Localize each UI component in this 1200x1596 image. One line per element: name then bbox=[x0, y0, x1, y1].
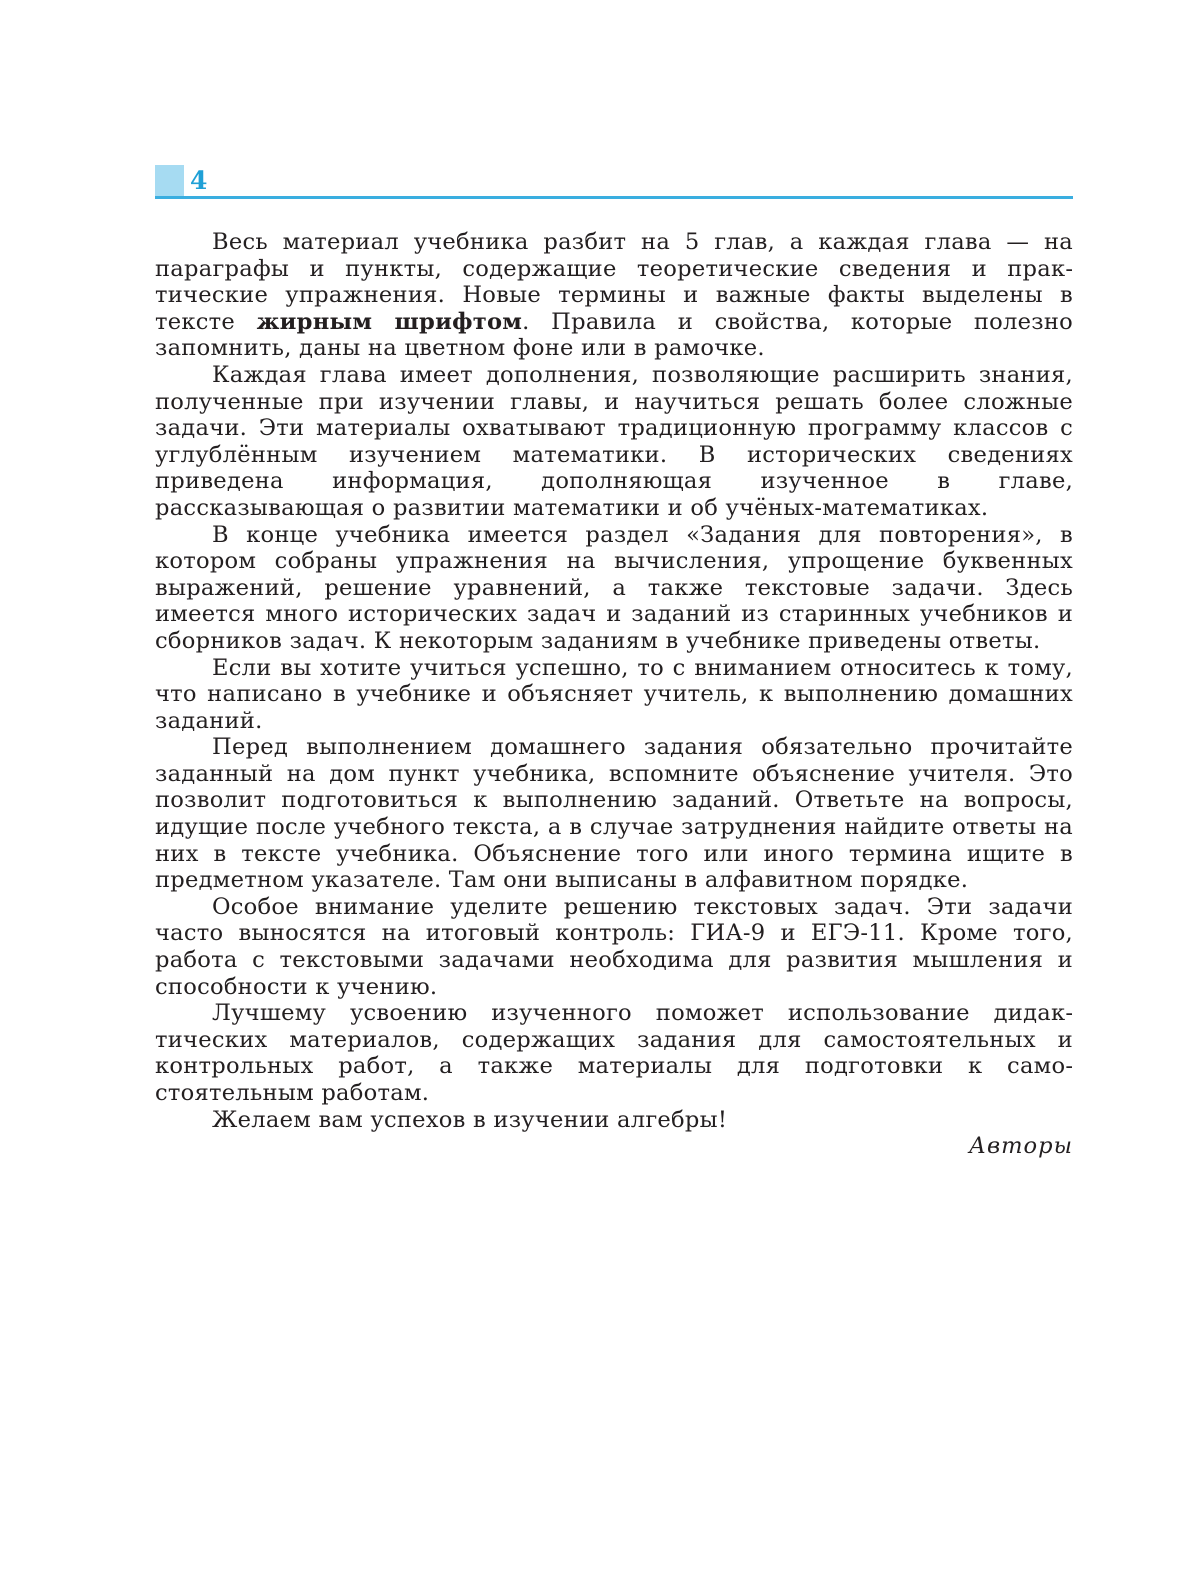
body-text bbox=[155, 229, 1073, 1160]
page-number: 4 bbox=[190, 166, 208, 195]
page-header bbox=[155, 165, 1073, 199]
signature-authors: Авторы bbox=[968, 1133, 1073, 1160]
paragraph-8: Желаем вам успехов в изучении алгебры! bbox=[212, 1106, 728, 1133]
paragraph-4: Если вы хотите учиться успешно, то с вниманием относитесь к тому, что написано в учебнике и объясняет учитель, к выполнению домашних заданий. bbox=[155, 654, 1073, 734]
paragraph-5: Перед выполнением домашнего задания обязательно прочитайте заданный на дом пункт учебника, вспомните объяснение учителя. Это позволит подготовиться к выполнению заданий. Ответьте на вопросы, идущие после учебного текста, а в случае затруднения найдите ответы на них в тексте учебника. Объяснение того или иного термина ищите в предметном указателе. Там они выписаны в алфавитном порядке. bbox=[155, 734, 1073, 894]
paragraph-1 bbox=[155, 229, 1073, 362]
paragraph-1-text-start: Весь материал учебника разбит на 5 глав, а каждая глава — на параграфы и пункты, содержащие теоретические сведения и практические упражнения. Новые термины и важные факты выделены в тексте bbox=[155, 229, 1073, 335]
header-rule bbox=[155, 196, 1073, 199]
paragraph-1-text-end: . Правила и свойства, которые полезно запомнить, даны на цветном фоне или в рамочке. bbox=[155, 308, 1073, 362]
bold-term: жирным шрифтом bbox=[256, 308, 523, 335]
paragraph-3: В конце учебника имеется раздел «Задания для повторения», в котором собраны упражнения на вычисления, упрощение буквенных выражений, решение уравнений, а также текстовые задачи. Здесь имеется много исторических задач и заданий из старинных учебников и сборников задач. К некоторым заданиям в учебнике приведены ответы. bbox=[155, 521, 1073, 654]
page-marker-block bbox=[155, 165, 184, 196]
paragraph-2: Каждая глава имеет дополнения, позволяющие расширить знания, полученные при изучении главы, и научиться решать более сложные задачи. Эти материалы охватывают традиционную программу классов с углублённым изучением математики. В исторических сведениях приведена информация, дополняющая изученное в главе, рассказывающая о развитии математики и об учёных-математиках. bbox=[155, 361, 1073, 521]
paragraph-7: Лучшему усвоению изученного поможет использование дидактических материалов, содержащих задания для самостоятельных и контрольных работ, а также материалы для подготовки к самостоятельным работам. bbox=[155, 1000, 1073, 1106]
paragraph-6: Особое внимание уделите решению текстовых задач. Эти задачи часто выносятся на итоговый контроль: ГИА-9 и ЕГЭ-11. Кроме того, работа с текстовыми задачами необходима для развития мышления и способности к учению. bbox=[155, 893, 1073, 1000]
